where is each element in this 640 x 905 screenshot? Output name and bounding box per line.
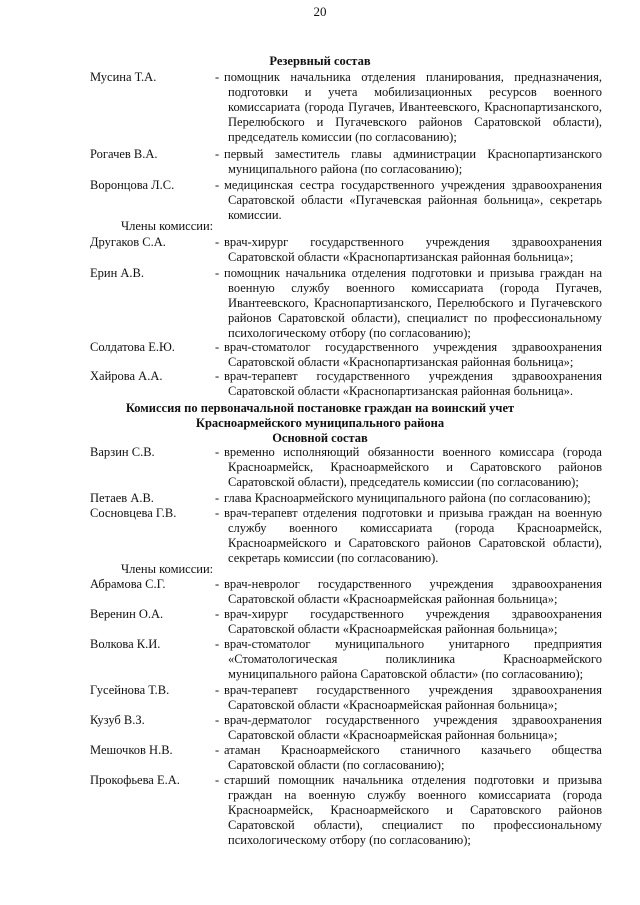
dash: - bbox=[215, 445, 220, 459]
member-name: Варзин С.В. bbox=[90, 445, 155, 459]
dash: - bbox=[215, 147, 220, 161]
member-role: старший помощник начальника отделения подготовки и призыва граждан на военную службу военного комиссариата (города Красноармейск, Красноармейского и Саратовского районов Саратовской области), специалист по профессиональному психологическому отбору (по согласованию); bbox=[224, 773, 602, 847]
reserve-title: Резервный состав bbox=[269, 54, 371, 68]
dash: - bbox=[215, 178, 220, 192]
member-name: Ерин А.В. bbox=[90, 266, 145, 280]
commission-title: Комиссия по первоначальной постановке граждан на воинский учет bbox=[125, 401, 515, 415]
dash: - bbox=[215, 506, 220, 520]
main-title: Основной состав bbox=[272, 431, 368, 445]
member-name: Другаков С.А. bbox=[90, 235, 166, 249]
member-role: врач-дерматолог государственного учреждения здравоохранения Саратовской области «Красноармейская районная больница»; bbox=[224, 713, 602, 742]
dash: - bbox=[215, 683, 220, 697]
dash: - bbox=[215, 70, 220, 84]
member-role: врач-хирург государственного учреждения здравоохранения Саратовской области «Краснопартизанская районная больница»; bbox=[224, 235, 602, 264]
page-number: 20 bbox=[313, 4, 327, 19]
member-name: Гусейнова Т.В. bbox=[90, 683, 170, 697]
dash: - bbox=[215, 743, 220, 757]
member-name: Абрамова С.Г. bbox=[90, 577, 166, 591]
member-role: помощник начальника отделения планирования, предназначения, подготовки и учета мобилизационных ресурсов военного комиссариата (города Пугачев, Ивантеевского, Краснопартизанского, Перелюбского и Пугачевского районов Саратовской области), председатель комиссии (по согласованию); bbox=[224, 70, 602, 144]
members-label: Члены комиссии: bbox=[121, 562, 214, 576]
dash: - bbox=[215, 340, 220, 354]
member-name: Мусина Т.А. bbox=[90, 70, 157, 84]
member-name: Сосновцева Г.В. bbox=[90, 506, 177, 520]
member-role: помощник начальника отделения подготовки и призыва граждан на военную службу военного комиссариата (города Пугачев, Ивантеевского, Краснопартизанского, Перелюбского и Пугачевского районов Саратовской области), специалист по профессиональному психологическому отбору (по согласованию); bbox=[224, 266, 602, 340]
dash: - bbox=[215, 266, 220, 280]
member-role: врач-стоматолог муниципального унитарного предприятия «Стоматологическая поликлиника Красноармейского муниципального района Саратовской области» (по согласованию); bbox=[224, 637, 602, 681]
member-role: глава Красноармейского муниципального района (по согласованию); bbox=[224, 491, 591, 505]
member-role: медицинская сестра государственного учреждения здравоохранения Саратовской области «Пугачевская районная больница», секретарь комиссии. bbox=[224, 178, 602, 222]
members-label: Члены комиссии: bbox=[121, 219, 214, 233]
member-name: Кузуб В.З. bbox=[90, 713, 145, 727]
member-name: Рогачев В.А. bbox=[90, 147, 158, 161]
member-name: Прокофьева Е.А. bbox=[90, 773, 180, 787]
member-role: временно исполняющий обязанности военного комиссара (города Красноармейск, Красноармейского и Саратовского районов Саратовской области), председатель комиссии (по согласованию); bbox=[224, 445, 602, 489]
dash: - bbox=[215, 773, 220, 787]
member-role: первый заместитель главы администрации Краснопартизанского муниципального района (по согласованию); bbox=[224, 147, 602, 176]
member-role: врач-терапевт государственного учреждения здравоохранения Саратовской области «Красноармейская районная больница»; bbox=[224, 683, 602, 712]
dash: - bbox=[215, 369, 220, 383]
member-role: врач-стоматолог государственного учреждения здравоохранения Саратовской области «Краснопартизанская районная больница»; bbox=[224, 340, 602, 369]
dash: - bbox=[215, 607, 220, 621]
dash: - bbox=[215, 577, 220, 591]
dash: - bbox=[215, 637, 220, 651]
member-name: Воронцова Л.С. bbox=[90, 178, 175, 192]
member-name: Хайрова А.А. bbox=[90, 369, 163, 383]
member-name: Мешочков Н.В. bbox=[90, 743, 173, 757]
member-name: Волкова К.И. bbox=[90, 637, 161, 651]
member-role: атаман Красноармейского станичного казачьего общества Саратовской области (по согласованию); bbox=[224, 743, 602, 772]
member-role: врач-хирург государственного учреждения здравоохранения Саратовской области «Красноармейская районная больница»; bbox=[224, 607, 602, 636]
member-name: Веренин О.А. bbox=[90, 607, 164, 621]
member-name: Петаев А.В. bbox=[90, 491, 154, 505]
dash: - bbox=[215, 713, 220, 727]
member-role: врач-терапевт государственного учреждения здравоохранения Саратовской области «Краснопартизанская районная больница». bbox=[224, 369, 602, 398]
member-role: врач-невролог государственного учреждения здравоохранения Саратовской области «Красноармейская районная больница»; bbox=[224, 577, 602, 606]
member-role: врач-терапевт отделения подготовки и призыва граждан на военную службу военного комиссариата (города Красноармейск, Красноармейского и Саратовского районов Саратовской области), секретарь комиссии (по согласованию). bbox=[224, 506, 602, 565]
commission-subtitle: Красноармейского муниципального района bbox=[195, 416, 445, 430]
dash: - bbox=[215, 491, 220, 505]
member-name: Солдатова Е.Ю. bbox=[90, 340, 175, 354]
dash: - bbox=[215, 235, 220, 249]
